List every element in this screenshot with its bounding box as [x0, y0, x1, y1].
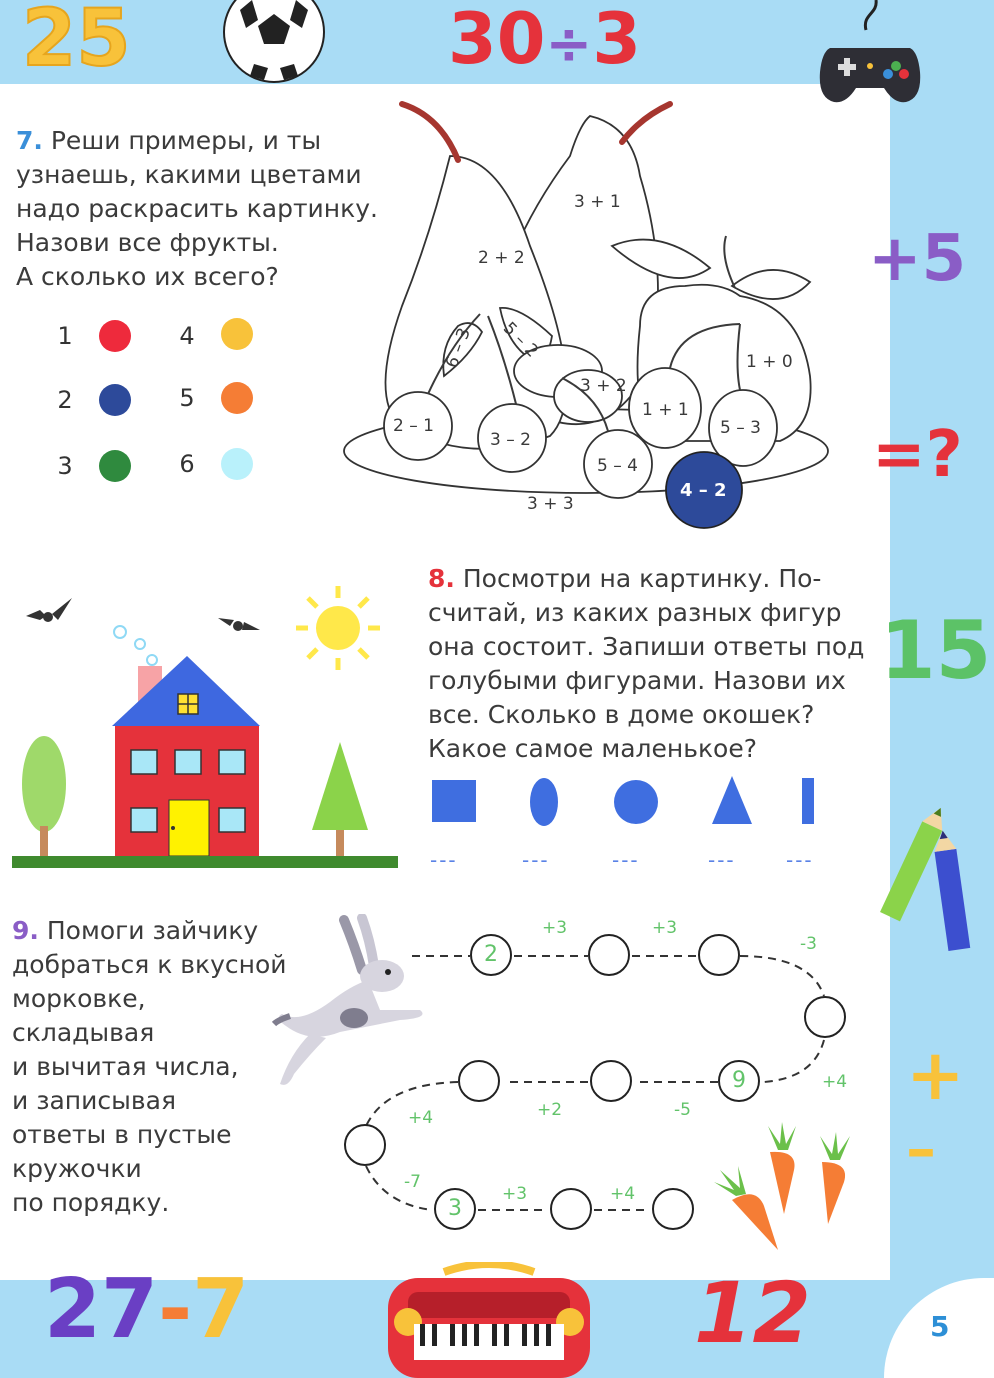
- legend-color-blue: [99, 384, 131, 416]
- example-label: 3 + 3: [527, 494, 574, 514]
- example-label: 5 – 2: [498, 318, 543, 362]
- legend-color-green: [99, 450, 131, 482]
- chain-circle[interactable]: [698, 934, 740, 976]
- chain-circle[interactable]: [458, 1060, 500, 1102]
- decor-equals-question: =?: [872, 418, 963, 492]
- house-picture: [12, 574, 402, 868]
- soccer-ball-icon: [222, 0, 326, 84]
- decor-expr-part: 30: [448, 0, 546, 80]
- task-9-line: и вычитая числа,: [12, 1052, 239, 1081]
- task-8-line: голубыми фигурами. Назови их: [428, 666, 846, 695]
- task-9-line: складывая: [12, 1018, 155, 1047]
- chain-circle[interactable]: [550, 1188, 592, 1230]
- legend-color-light-blue: [221, 448, 253, 480]
- step-label: +4: [408, 1108, 434, 1128]
- example-label: 2 + 2: [478, 248, 525, 268]
- task-7-line: А сколько их всего?: [16, 262, 279, 291]
- legend-number: 4: [179, 322, 195, 350]
- task-7-line: Назови все фрукты.: [16, 228, 279, 257]
- decor-expression-27-7: [44, 1262, 249, 1357]
- step-label: -7: [404, 1172, 421, 1192]
- task-7-line: надо раскрасить картинку.: [16, 194, 378, 223]
- step-label: +2: [537, 1100, 563, 1120]
- decor-expr-part: 27: [44, 1262, 159, 1357]
- task-9-line: кружочки: [12, 1154, 142, 1183]
- step-label: -5: [674, 1100, 691, 1120]
- page-number-badge: [884, 1278, 994, 1378]
- chain-circle[interactable]: [588, 934, 630, 976]
- answer-blank[interactable]: ---: [612, 848, 640, 872]
- task-7-line: узнаешь, какими цветами: [16, 160, 362, 189]
- task-7-number: 7.: [16, 126, 43, 155]
- task-7-line: Реши примеры, и ты: [50, 126, 322, 155]
- decor-number-12: 12: [694, 1264, 811, 1362]
- chain-circle[interactable]: [804, 996, 846, 1038]
- example-label: 1 + 1: [642, 400, 689, 420]
- decor-expression-30-div-3: [448, 0, 641, 80]
- answer-blank[interactable]: ---: [522, 848, 550, 872]
- task-7-text: [16, 124, 378, 294]
- fruit-coloring-picture: [340, 96, 840, 536]
- carrots-icon: [708, 1120, 858, 1254]
- decor-expr-part: ÷: [545, 12, 593, 77]
- chain-circle[interactable]: [590, 1060, 632, 1102]
- example-label: 5 – 3: [720, 418, 761, 438]
- example-label: 5 – 4: [597, 456, 638, 476]
- task-8-line: считай, из каких разных фигур: [428, 598, 842, 627]
- example-label: 1 + 0: [746, 352, 793, 372]
- task-9-line: по порядку.: [12, 1188, 170, 1217]
- legend-color-red: [99, 320, 131, 352]
- answer-blank[interactable]: ---: [708, 848, 736, 872]
- decor-plus-5: +5: [868, 222, 967, 296]
- task-9-line: и записывая: [12, 1086, 176, 1115]
- task-9-line: морковке,: [12, 984, 146, 1013]
- example-label: 6 – 3: [442, 325, 475, 371]
- legend-number: 3: [57, 452, 73, 480]
- example-label: 2 – 1: [393, 416, 434, 436]
- legend-color-orange: [221, 382, 253, 414]
- square-icon: [432, 780, 476, 822]
- decor-number-15: 15: [880, 604, 992, 697]
- decor-expr-part: 3: [592, 0, 642, 80]
- task-8-line: Какое самое маленькое?: [428, 734, 758, 763]
- step-label: +3: [542, 918, 568, 938]
- decor-number-25: 25: [22, 0, 131, 84]
- legend-number: 1: [57, 322, 73, 350]
- example-label: 3 + 1: [574, 192, 621, 212]
- step-label: +3: [652, 918, 678, 938]
- chain-circle[interactable]: 9: [718, 1060, 760, 1102]
- example-label: 3 + 2: [580, 376, 627, 396]
- chain-circle[interactable]: [344, 1124, 386, 1166]
- answer-blank[interactable]: ---: [430, 848, 458, 872]
- chain-circle[interactable]: 3: [434, 1188, 476, 1230]
- task-8-number: 8.: [428, 564, 455, 593]
- page-number: 5: [930, 1310, 950, 1343]
- chain-circle[interactable]: 2: [470, 934, 512, 976]
- triangle-icon: [712, 776, 752, 824]
- task-9-line: добраться к вкусной: [12, 950, 287, 979]
- toy-piano-icon: [384, 1262, 594, 1378]
- task-8-line: она состоит. Запиши ответы под: [428, 632, 865, 661]
- task-9-number: 9.: [12, 916, 39, 945]
- task-8-line: Посмотри на картинку. По-: [462, 564, 822, 593]
- step-label: -3: [800, 934, 817, 954]
- legend-color-yellow: [221, 318, 253, 350]
- task-8-line: все. Сколько в доме окошек?: [428, 700, 815, 729]
- answer-blank[interactable]: ---: [786, 848, 814, 872]
- example-label: 3 – 2: [490, 430, 531, 450]
- legend-number: 6: [179, 450, 195, 478]
- rectangle-icon: [802, 778, 814, 824]
- task-9-line: ответы в пустые: [12, 1120, 232, 1149]
- decor-expr-part: -: [158, 1262, 193, 1357]
- oval-icon: [530, 778, 558, 826]
- task-9-text: [12, 914, 287, 1220]
- step-label: +4: [822, 1072, 848, 1092]
- task-9-line: Помоги зайчику: [46, 916, 259, 945]
- decor-plus-minus: + –: [906, 1034, 965, 1184]
- pencils-icon: [866, 800, 976, 960]
- task-8-text: [428, 562, 864, 766]
- chain-circle[interactable]: [652, 1188, 694, 1230]
- legend-number: 5: [179, 384, 195, 412]
- step-label: +3: [502, 1184, 528, 1204]
- decor-expr-part: 7: [192, 1262, 250, 1357]
- example-label: 4 – 2: [680, 480, 727, 501]
- legend-number: 2: [57, 386, 73, 414]
- step-label: +4: [610, 1184, 636, 1204]
- circle-icon: [614, 780, 658, 824]
